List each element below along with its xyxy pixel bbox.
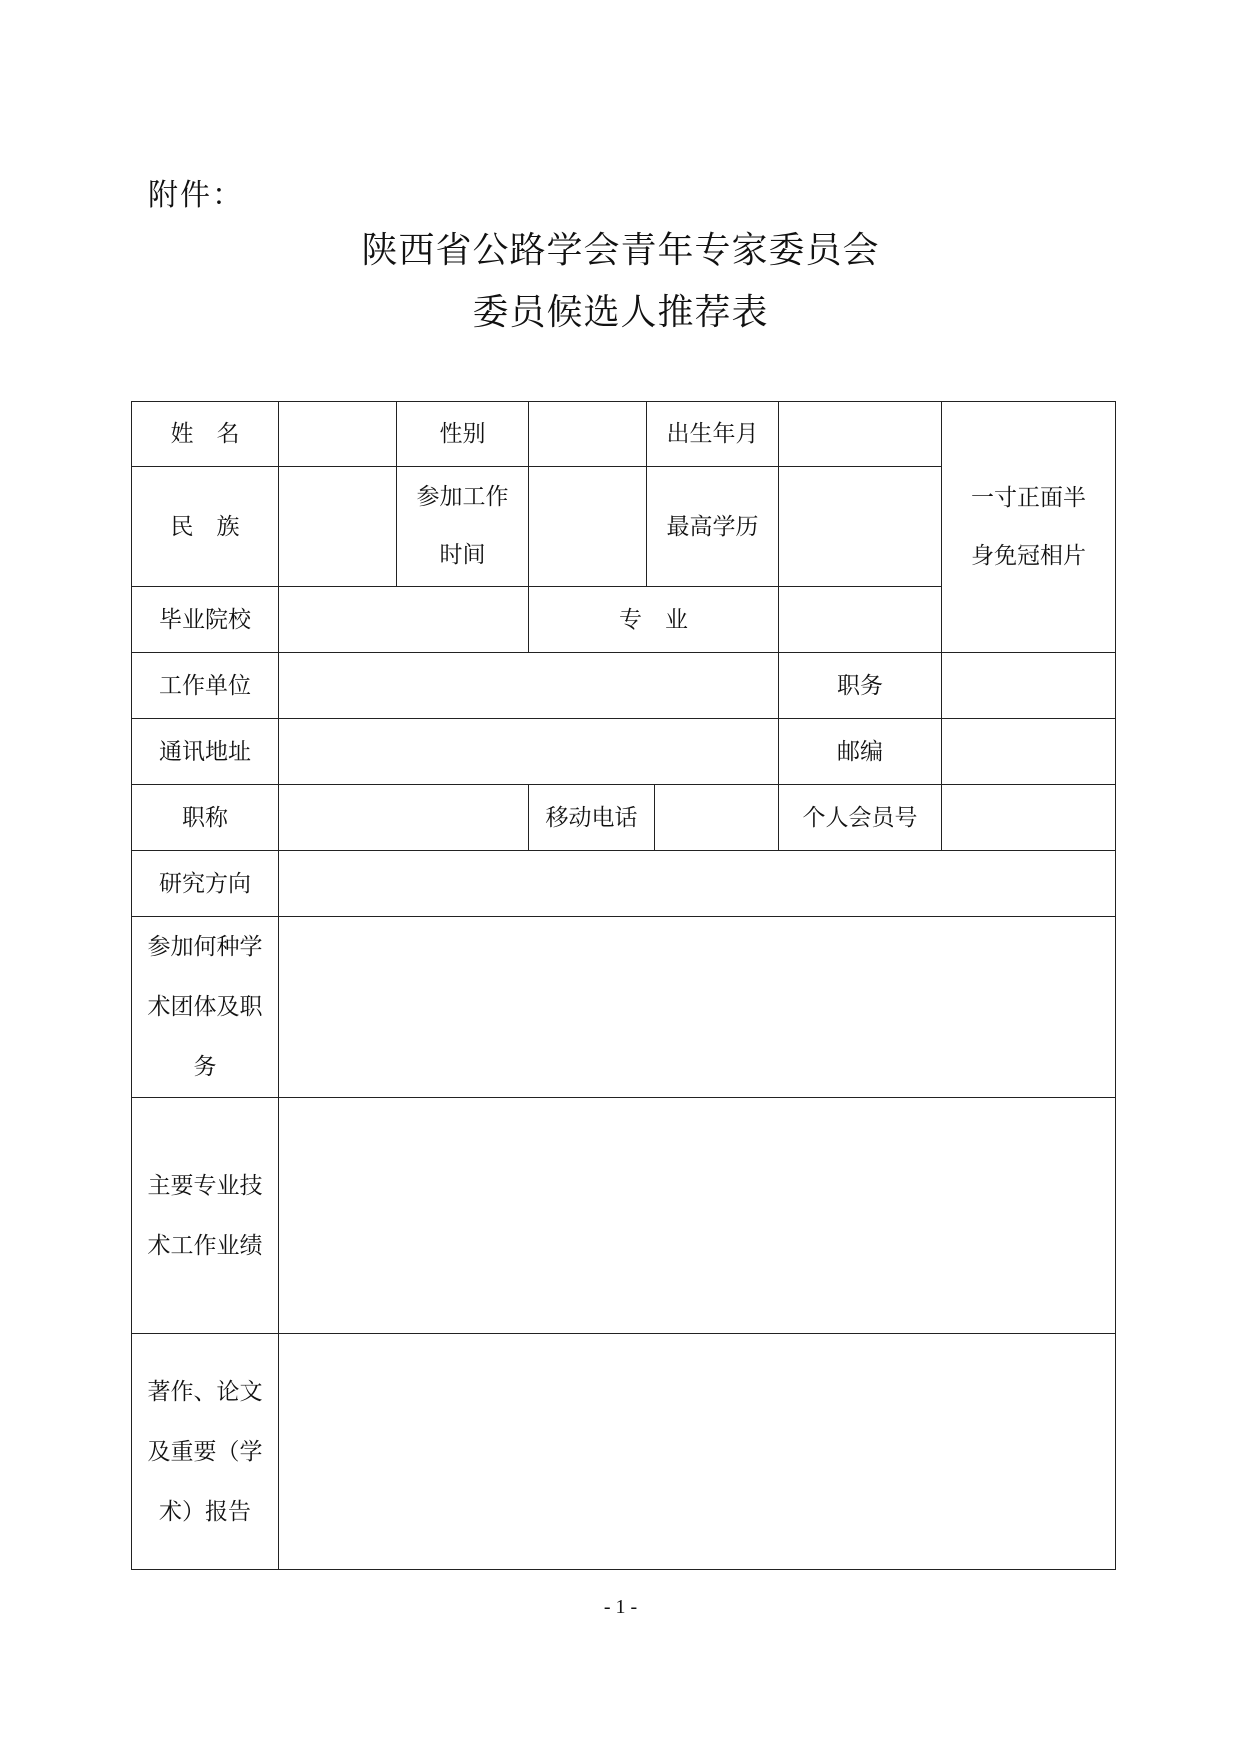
label-major: 专 业 xyxy=(529,587,779,653)
input-title[interactable] xyxy=(279,785,529,851)
input-education[interactable] xyxy=(779,467,942,587)
label-work-start xyxy=(397,467,529,587)
label-achievements xyxy=(132,1098,279,1334)
input-postcode[interactable] xyxy=(942,719,1116,785)
input-achievements[interactable] xyxy=(279,1098,1116,1334)
input-publications[interactable] xyxy=(279,1334,1116,1570)
label-mobile: 移动电话 xyxy=(529,785,655,851)
recommendation-form-table xyxy=(131,401,1116,1570)
label-publications xyxy=(132,1334,279,1570)
input-research[interactable] xyxy=(279,851,1116,917)
label-member-no: 个人会员号 xyxy=(779,785,942,851)
input-gender[interactable] xyxy=(529,402,647,467)
label-postcode: 邮编 xyxy=(779,719,942,785)
societies-text: 参加何种学术团体及职务 xyxy=(147,934,263,1080)
label-societies xyxy=(132,917,279,1098)
label-employer: 工作单位 xyxy=(132,653,279,719)
publications-text: 著作、论文及重要（学术）报告 xyxy=(147,1378,263,1525)
label-position: 职务 xyxy=(779,653,942,719)
label-research: 研究方向 xyxy=(132,851,279,917)
label-title: 职称 xyxy=(132,785,279,851)
input-work-start[interactable] xyxy=(529,467,647,587)
label-school: 毕业院校 xyxy=(132,587,279,653)
input-ethnicity[interactable] xyxy=(279,467,397,587)
input-birth[interactable] xyxy=(779,402,942,467)
form-title-line1: 陕西省公路学会青年专家委员会 xyxy=(361,230,880,271)
photo-box[interactable] xyxy=(942,402,1116,653)
achievements-text: 主要专业技术工作业绩 xyxy=(147,1172,263,1259)
label-birth: 出生年月 xyxy=(647,402,779,467)
label-ethnicity: 民 族 xyxy=(132,467,279,587)
input-societies[interactable] xyxy=(279,917,1116,1098)
input-mobile[interactable] xyxy=(655,785,779,851)
input-position[interactable] xyxy=(942,653,1116,719)
attachment-label: 附件： xyxy=(148,178,244,213)
form-title-line2: 委员候选人推荐表 xyxy=(472,292,769,333)
input-employer[interactable] xyxy=(279,653,779,719)
input-member-no[interactable] xyxy=(942,785,1116,851)
page-number: - 1 - xyxy=(603,1596,638,1618)
input-name[interactable] xyxy=(279,402,397,467)
input-major[interactable] xyxy=(779,587,942,653)
work-start-text: 参加工作时间 xyxy=(416,484,509,568)
input-address[interactable] xyxy=(279,719,779,785)
label-education: 最高学历 xyxy=(647,467,779,587)
label-gender: 性别 xyxy=(397,402,529,467)
input-school[interactable] xyxy=(279,587,529,653)
label-name: 姓 名 xyxy=(132,402,279,467)
photo-label: 一寸正面半身免冠相片 xyxy=(971,485,1086,569)
label-address: 通讯地址 xyxy=(132,719,279,785)
